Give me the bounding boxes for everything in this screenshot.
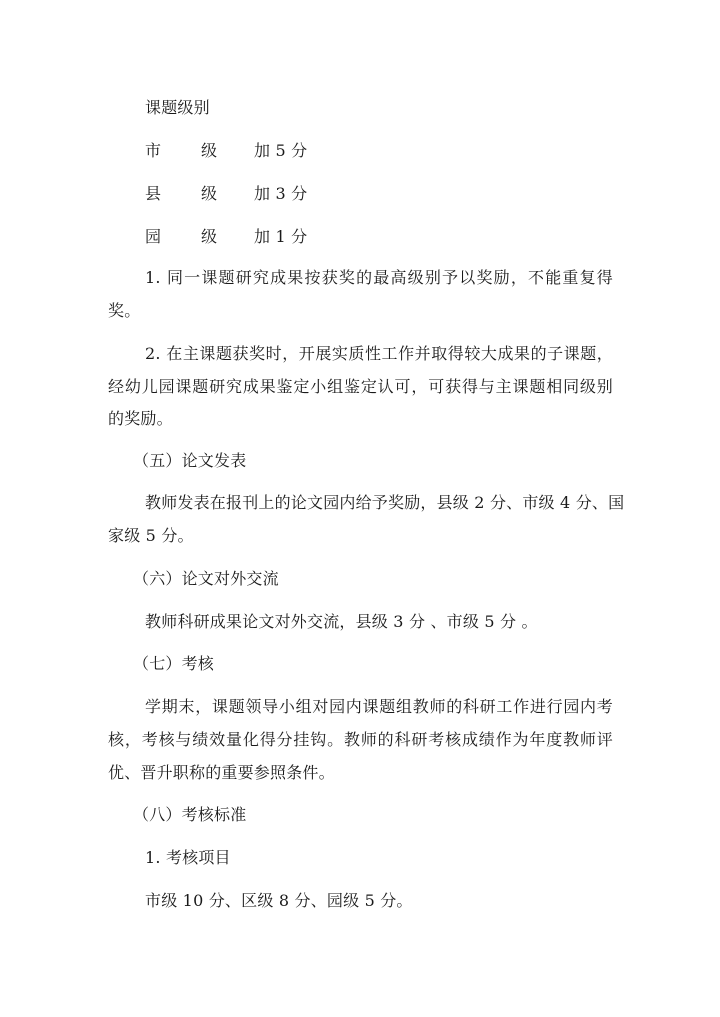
rule1-line2: 奖。 — [108, 301, 141, 320]
section-6-title: （六）论文对外交流 — [133, 569, 279, 588]
rule2-line3: 的奖励。 — [108, 409, 173, 428]
level-points: 加 5 分 — [254, 141, 308, 160]
section-5-line2: 家级 5 分。 — [108, 526, 194, 545]
level-suffix: 级 — [201, 227, 218, 246]
level-suffix: 级 — [201, 141, 218, 160]
section-6-line1: 教师科研成果论文对外交流，县级 3 分 、市级 5 分 。 — [145, 612, 538, 631]
level-name: 县 — [145, 184, 162, 203]
section-5-title: （五）论文发表 — [133, 451, 247, 470]
level-points: 加 1 分 — [254, 227, 308, 246]
rule2-line1: 2. 在主课题获奖时，开展实质性工作并取得较大成果的子课题， — [145, 344, 613, 363]
level-heading: 课题级别 — [145, 98, 210, 117]
level-points: 加 3 分 — [254, 184, 308, 203]
section-5-line1: 教师发表在报刊上的论文园内给予奖励，县级 2 分、市级 4 分、国 — [145, 493, 625, 512]
section-8-title: （八）考核标准 — [133, 805, 247, 824]
section-8-subtitle: 1. 考核项目 — [145, 848, 231, 867]
section-8-line1: 市级 10 分、区级 8 分、园级 5 分。 — [145, 891, 413, 910]
rule1-line1: 1. 同一课题研究成果按获奖的最高级别予以奖励，不能重复得 — [145, 268, 613, 287]
level-suffix: 级 — [201, 184, 218, 203]
rule2-line2: 经幼儿园课题研究成果鉴定小组鉴定认可，可获得与主课题相同级别 — [108, 377, 613, 396]
section-7-line2: 核，考核与绩效量化得分挂钩。教师的科研考核成绩作为年度教师评 — [108, 730, 613, 749]
level-name: 园 — [145, 227, 162, 246]
section-7-line1: 学期末，课题领导小组对园内课题组教师的科研工作进行园内考 — [145, 697, 613, 716]
section-7-title: （七）考核 — [133, 654, 215, 673]
section-7-line3: 优、晋升职称的重要参照条件。 — [108, 763, 335, 782]
level-name: 市 — [145, 141, 162, 160]
